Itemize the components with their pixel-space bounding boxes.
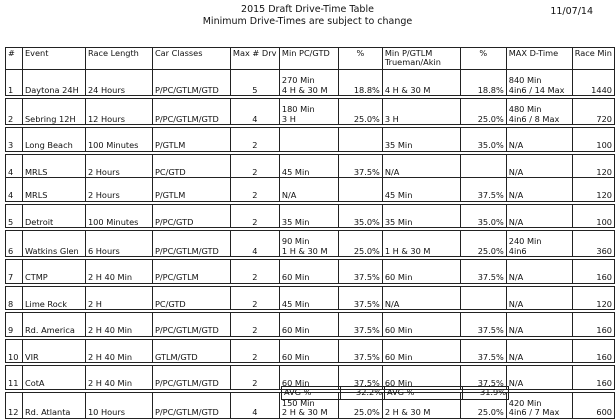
cell-pct-pc: 37.5%	[338, 313, 382, 337]
header-race-min: Race Min	[572, 48, 614, 70]
cell-min-p-gtlm: 45 Min	[382, 178, 460, 202]
header-event: Event	[22, 48, 85, 70]
cell-max-drivers: 2	[230, 204, 279, 228]
cell-pct-pc: 18.8%	[338, 70, 382, 96]
cell-race-min: 720	[572, 99, 614, 125]
averages-table	[281, 386, 509, 400]
header-min-pc-gtd: Min PC/GTD	[279, 48, 338, 70]
cell-race-length: 12 Hours	[85, 99, 152, 125]
cell-pct-pc: 37.5%	[338, 260, 382, 284]
cell-max-drive-time: N/A	[506, 154, 572, 178]
table-row	[6, 70, 615, 96]
cell-event: Lime Rock	[22, 286, 85, 310]
cell-race-min: 1440	[572, 70, 614, 96]
cell-min-p-gtlm: 4 H & 30 M	[382, 70, 460, 96]
cell-race-length: 2 H 40 Min	[85, 260, 152, 284]
cell-max-drivers: 2	[230, 260, 279, 284]
cell-race-min: 600	[572, 392, 614, 418]
cell-event: MRLS	[22, 178, 85, 202]
cell-max-drivers: 4	[230, 99, 279, 125]
header-pct-p: %	[460, 48, 506, 70]
cell-car-classes: P/PC/GTLM/GTD	[152, 313, 230, 337]
cell-num: 4	[6, 178, 23, 202]
cell-event: CTMP	[22, 260, 85, 284]
cell-max-drivers: 2	[230, 366, 279, 390]
cell-race-min: 160	[572, 366, 614, 390]
cell-pct-p: 25.0%	[460, 231, 506, 257]
cell-car-classes: P/PC/GTD	[152, 204, 230, 228]
cell-max-drive-time: N/A	[506, 366, 572, 390]
cell-num: 9	[6, 313, 23, 337]
cell-min-p-gtlm: N/A	[382, 154, 460, 178]
cell-min-pc-gtd: 60 Min	[279, 339, 338, 363]
cell-num: 7	[6, 260, 23, 284]
table-row	[6, 231, 615, 257]
averages-row	[282, 387, 509, 400]
cell-race-length: 2 H 40 Min	[85, 366, 152, 390]
cell-car-classes: P/PC/GTLM/GTD	[152, 366, 230, 390]
cell-min-pc-gtd: 60 Min	[279, 260, 338, 284]
cell-pct-pc: 37.5%	[338, 366, 382, 390]
cell-max-drive-time: 480 Min 4in6 / 8 Max	[506, 99, 572, 125]
cell-pct-p	[460, 154, 506, 178]
cell-race-length: 2 Hours	[85, 154, 152, 178]
cell-pct-pc: 25.0%	[338, 392, 382, 418]
cell-pct-p: 25.0%	[460, 392, 506, 418]
document-subtitle: Minimum Drive-Times are subject to change	[202, 16, 413, 27]
cell-event: Sebring 12H	[22, 99, 85, 125]
cell-car-classes: P/GTLM	[152, 128, 230, 152]
header-min-p-gtlm: Min P/GTLM Trueman/Akin	[382, 48, 460, 70]
table-row	[6, 99, 615, 125]
cell-race-min: 100	[572, 204, 614, 228]
cell-pct-pc: 25.0%	[338, 99, 382, 125]
cell-min-p-gtlm: 35 Min	[382, 128, 460, 152]
cell-num: 8	[6, 286, 23, 310]
cell-pct-p: 37.5%	[460, 313, 506, 337]
cell-race-length: 2 H 40 Min	[85, 339, 152, 363]
cell-max-drivers: 2	[230, 154, 279, 178]
table-row	[6, 286, 615, 310]
cell-num: 2	[6, 99, 23, 125]
cell-race-min: 360	[572, 231, 614, 257]
document-date: 11/07/14	[550, 6, 593, 17]
cell-max-drivers: 2	[230, 128, 279, 152]
cell-max-drive-time: N/A	[506, 339, 572, 363]
cell-min-pc-gtd: 180 Min 3 H	[279, 99, 338, 125]
cell-max-drive-time: 840 Min 4in6 / 14 Max	[506, 70, 572, 96]
cell-max-drive-time: N/A	[506, 260, 572, 284]
cell-min-pc-gtd: 35 Min	[279, 204, 338, 228]
cell-min-p-gtlm: N/A	[382, 286, 460, 310]
cell-min-p-gtlm: 2 H & 30 M	[382, 392, 460, 418]
cell-pct-pc: 35.0%	[338, 204, 382, 228]
header-race-length: Race Length	[85, 48, 152, 70]
cell-pct-p: 37.5%	[460, 260, 506, 284]
cell-event: Daytona 24H	[22, 70, 85, 96]
cell-car-classes: PC/GTD	[152, 286, 230, 310]
cell-min-p-gtlm: 60 Min	[382, 366, 460, 390]
table-row	[6, 339, 615, 363]
cell-event: CotA	[22, 366, 85, 390]
cell-race-min: 120	[572, 286, 614, 310]
avg-value-p: 31.9%	[463, 387, 509, 400]
header-max-drivers: Max # Drv	[230, 48, 279, 70]
cell-race-min: 120	[572, 154, 614, 178]
cell-num: 10	[6, 339, 23, 363]
cell-min-pc-gtd: 60 Min	[279, 366, 338, 390]
cell-num: 3	[6, 128, 23, 152]
avg-value-pc: 32.2%	[341, 387, 385, 400]
cell-min-pc-gtd: 45 Min	[279, 286, 338, 310]
cell-event: Rd. America	[22, 313, 85, 337]
cell-car-classes: GTLM/GTD	[152, 339, 230, 363]
cell-race-length: 24 Hours	[85, 70, 152, 96]
avg-label-p: AVG %	[385, 387, 463, 400]
drive-time-table	[5, 47, 615, 419]
header-max-drive-time: MAX D-Time	[506, 48, 572, 70]
cell-pct-p: 37.5%	[460, 178, 506, 202]
cell-car-classes: P/PC/GTLM	[152, 260, 230, 284]
cell-max-drive-time: N/A	[506, 204, 572, 228]
cell-event: Long Beach	[22, 128, 85, 152]
cell-race-length: 2 H	[85, 286, 152, 310]
cell-max-drive-time: N/A	[506, 128, 572, 152]
cell-race-min: 100	[572, 128, 614, 152]
header-row	[6, 48, 615, 70]
cell-max-drivers: 2	[230, 286, 279, 310]
cell-max-drive-time: N/A	[506, 286, 572, 310]
cell-pct-p: 37.5%	[460, 366, 506, 390]
cell-pct-pc: 37.5%	[338, 286, 382, 310]
cell-max-drive-time: 240 Min 4in6	[506, 231, 572, 257]
cell-car-classes: P/GTLM	[152, 178, 230, 202]
header-car-classes: Car Classes	[152, 48, 230, 70]
cell-pct-p: 37.5%	[460, 339, 506, 363]
cell-race-min: 120	[572, 178, 614, 202]
cell-race-length: 2 Hours	[85, 178, 152, 202]
cell-max-drive-time: N/A	[506, 313, 572, 337]
cell-pct-pc	[338, 128, 382, 152]
cell-max-drivers: 2	[230, 339, 279, 363]
table-row	[6, 128, 615, 152]
cell-min-p-gtlm: 3 H	[382, 99, 460, 125]
cell-pct-pc	[338, 178, 382, 202]
cell-max-drive-time: 420 Min 4in6 / 7 Max	[506, 392, 572, 418]
header-num: #	[6, 48, 23, 70]
document-title: 2015 Draft Drive-Time Table	[241, 4, 374, 15]
cell-pct-p	[460, 286, 506, 310]
cell-min-p-gtlm: 60 Min	[382, 339, 460, 363]
cell-num: 6	[6, 231, 23, 257]
cell-pct-pc: 25.0%	[338, 231, 382, 257]
cell-race-length: 100 Minutes	[85, 128, 152, 152]
cell-min-p-gtlm: 1 H & 30 M	[382, 231, 460, 257]
cell-event: Detroit	[22, 204, 85, 228]
cell-num: 12	[6, 392, 23, 418]
cell-event: VIR	[22, 339, 85, 363]
cell-race-length: 6 Hours	[85, 231, 152, 257]
cell-min-pc-gtd: N/A	[279, 178, 338, 202]
cell-event: Watkins Glen	[22, 231, 85, 257]
cell-pct-p: 35.0%	[460, 204, 506, 228]
cell-max-drivers: 2	[230, 313, 279, 337]
document-header	[0, 4, 615, 28]
cell-event: MRLS	[22, 154, 85, 178]
cell-min-pc-gtd: 45 Min	[279, 154, 338, 178]
cell-min-p-gtlm: 35 Min	[382, 204, 460, 228]
cell-num: 11	[6, 366, 23, 390]
table-row	[6, 204, 615, 228]
cell-num: 5	[6, 204, 23, 228]
cell-min-pc-gtd: 150 Min 2 H & 30 M	[279, 392, 338, 418]
table-row	[6, 178, 615, 202]
cell-max-drivers: 5	[230, 70, 279, 96]
cell-pct-p: 18.8%	[460, 70, 506, 96]
cell-car-classes: P/PC/GTLM/GTD	[152, 231, 230, 257]
cell-min-pc-gtd: 270 Min 4 H & 30 M	[279, 70, 338, 96]
cell-min-pc-gtd: 90 Min 1 H & 30 M	[279, 231, 338, 257]
table-row	[6, 260, 615, 284]
cell-race-min: 160	[572, 260, 614, 284]
cell-max-drivers: 4	[230, 231, 279, 257]
cell-pct-p: 35.0%	[460, 128, 506, 152]
cell-max-drive-time: N/A	[506, 178, 572, 202]
cell-race-length: 10 Hours	[85, 392, 152, 418]
header-pct-pc: %	[338, 48, 382, 70]
cell-car-classes: P/PC/GTLM/GTD	[152, 99, 230, 125]
cell-race-min: 160	[572, 313, 614, 337]
cell-pct-pc: 37.5%	[338, 339, 382, 363]
cell-min-pc-gtd: 60 Min	[279, 313, 338, 337]
cell-car-classes: P/PC/GTLM/GTD	[152, 70, 230, 96]
cell-min-p-gtlm: 60 Min	[382, 313, 460, 337]
cell-event: Rd. Atlanta	[22, 392, 85, 418]
table-row	[6, 154, 615, 178]
cell-pct-pc: 37.5%	[338, 154, 382, 178]
cell-min-p-gtlm: 60 Min	[382, 260, 460, 284]
cell-race-min: 160	[572, 339, 614, 363]
avg-label-pc: AVG %	[282, 387, 341, 400]
cell-max-drivers: 4	[230, 392, 279, 418]
cell-car-classes: P/PC/GTLM/GTD	[152, 392, 230, 418]
cell-race-length: 2 H 40 Min	[85, 313, 152, 337]
cell-race-length: 100 Minutes	[85, 204, 152, 228]
cell-num: 4	[6, 154, 23, 178]
cell-num: 1	[6, 70, 23, 96]
cell-max-drivers: 2	[230, 178, 279, 202]
cell-min-pc-gtd	[279, 128, 338, 152]
cell-pct-p: 25.0%	[460, 99, 506, 125]
table-row	[6, 313, 615, 337]
cell-car-classes: PC/GTD	[152, 154, 230, 178]
